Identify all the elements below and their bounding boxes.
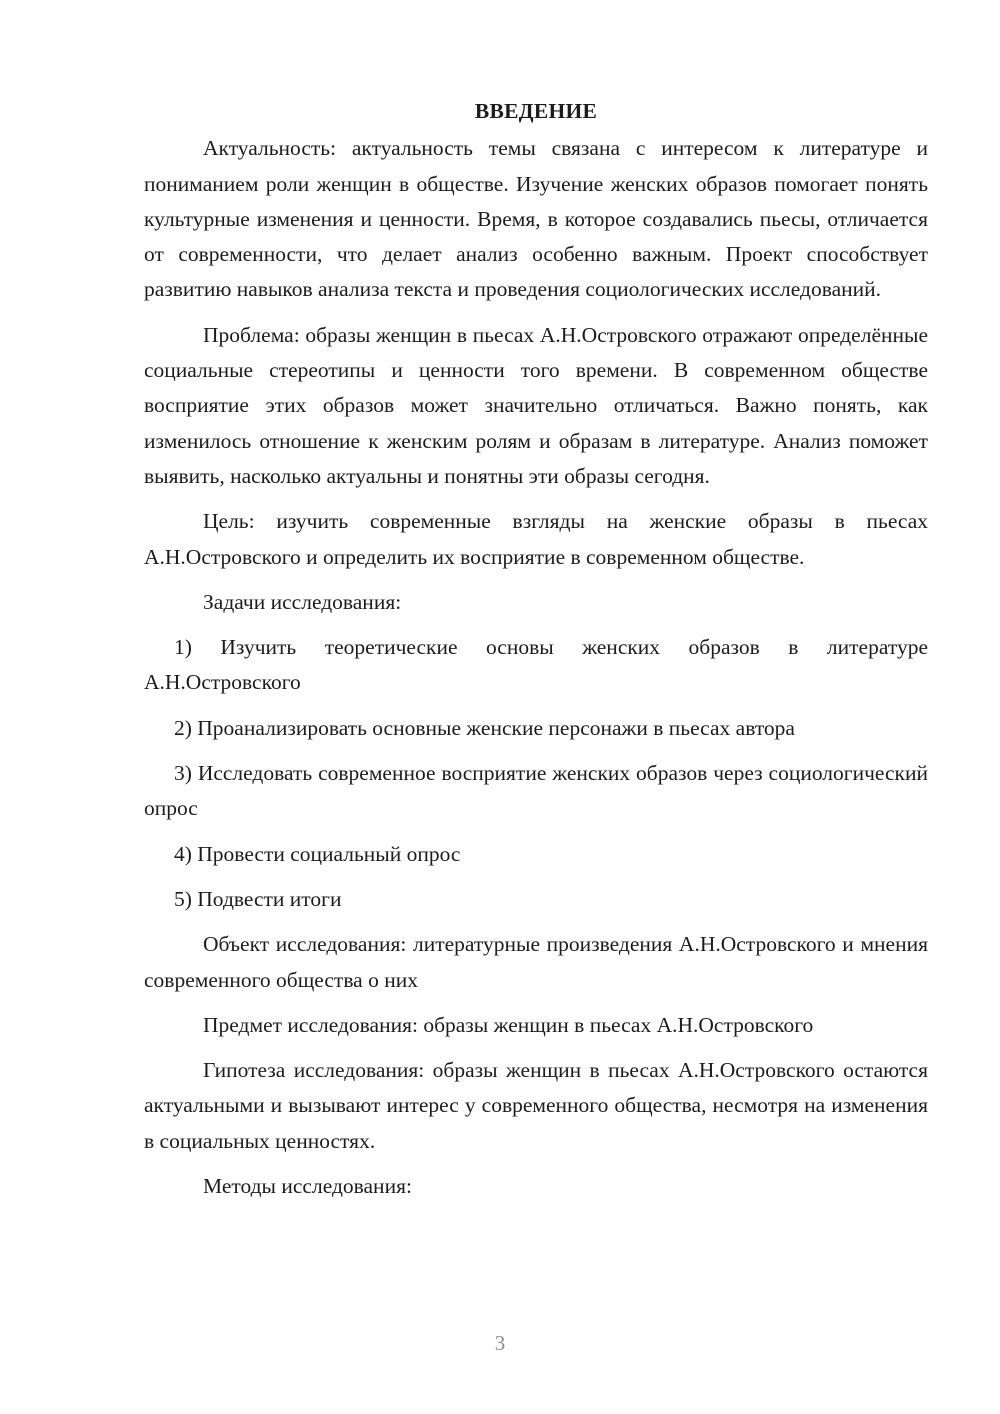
task-item-4: 4) Провести социальный опрос: [174, 841, 461, 866]
paragraph-goal: Цель: изучить современные взгляды на женские образы в пьесах А.Н.Островского и определить их восприятие в современном обществе.: [144, 509, 928, 569]
paragraph-actuality: Актуальность: актуальность темы связана с интересом к литературе и пониманием роли женщин в обществе. Изучение женских образов помогает понять культурные изменения и ценности. Время, в которое создавались пьесы, отличается от современности, что делает анализ особенно важным. Проект способствует развитию навыков анализа текста и проведения социологических исследований.: [144, 136, 928, 302]
paragraph-object: Объект исследования: литературные произведения А.Н.Островского и мнения современного общества о них: [144, 932, 928, 992]
section-title: ВВЕДЕНИЕ: [474, 99, 598, 123]
methods-heading: Методы исследования:: [203, 1174, 412, 1199]
task-item-1: 1) Изучить теоретические основы женских образов в литературе А.Н.Островского: [144, 635, 928, 695]
paragraph-hypothesis: Гипотеза исследования: образы женщин в пьесах А.Н.Островского остаются актуальными и вызывают интерес у современного общества, несмотря на изменения в социальных ценностях.: [144, 1058, 928, 1153]
tasks-heading: Задачи исследования:: [203, 589, 402, 614]
paragraph-subject: Предмет исследования: образы женщин в пьесах А.Н.Островского: [203, 1012, 814, 1037]
task-item-5: 5) Подвести итоги: [174, 886, 342, 911]
paragraph-problem: Проблема: образы женщин в пьесах А.Н.Островского отражают определённые социальные стереотипы и ценности того времени. В современном обществе восприятие этих образов может значительно отличаться. Важно понять, как изменилось отношение к женским ролям и образам в литературе. Анализ поможет выявить, насколько актуальны и понятны эти образы сегодня.: [144, 322, 928, 488]
task-item-2: 2) Проанализировать основные женские персонажи в пьесах автора: [174, 715, 795, 740]
page-content: [144, 94, 928, 1214]
page-number: 3: [494, 1331, 506, 1355]
task-item-3: 3) Исследовать современное восприятие женских образов через социологический опрос: [144, 761, 928, 821]
